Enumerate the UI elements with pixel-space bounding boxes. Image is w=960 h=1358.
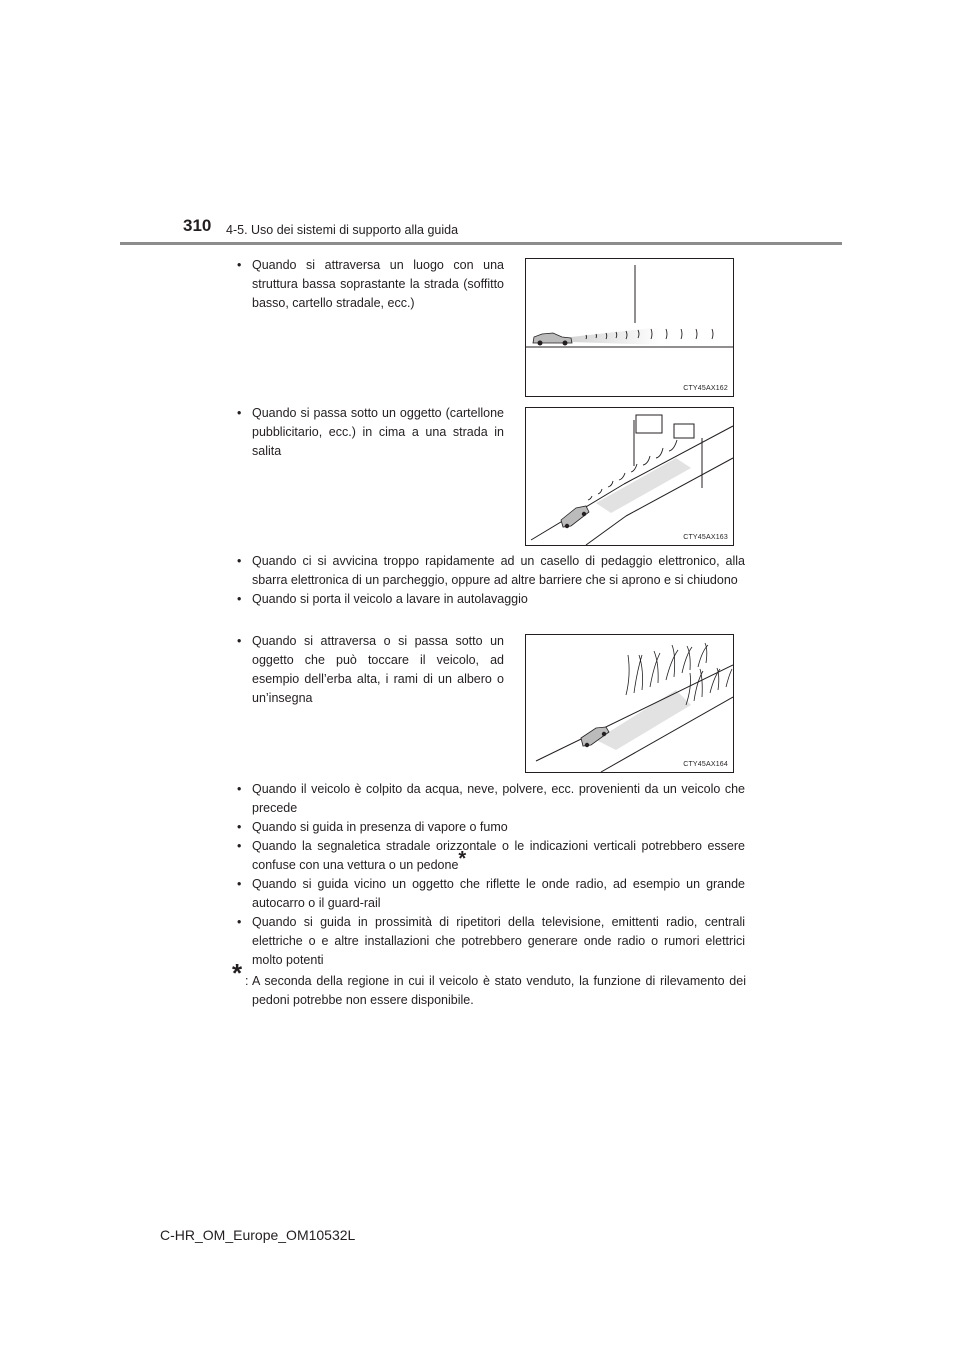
bullets-conditions [236, 780, 745, 970]
bullet-tall-grass [236, 632, 504, 708]
asterisk-mark: * [458, 848, 467, 870]
figure-code: CTY45AX163 [683, 534, 728, 541]
bullet-text: Quando la segnaletica stradale orizzontale o le indicazioni verticali potrebbero essere confuse con una vettura o un pedone [252, 839, 745, 872]
footnote [232, 958, 746, 1010]
header-rule [120, 242, 842, 245]
tall-grass-illustration [526, 635, 733, 772]
bullet-uphill-object [236, 404, 504, 461]
footnote-colon: : [245, 974, 249, 988]
bullet-text: • Quando si attraversa o si passa sotto un oggetto che può toccare il veicolo, ad esempio dell’erba alta, i rami di un albero o un’insegna [236, 632, 504, 708]
figure-low-structure [525, 258, 734, 397]
document-code: C-HR_OM_Europe_OM10532L [160, 1227, 356, 1243]
uphill-object-illustration [526, 408, 733, 545]
low-structure-illustration [526, 259, 733, 396]
page-number: 310 [183, 216, 212, 235]
bullet-text: • Quando si guida in prossimità di ripetitori della televisione, emittenti radio, centrali elettriche o e altre installazioni che potrebbero generare onde radio o rumori elettrici molto potenti [236, 913, 745, 970]
bullet-text: • Quando si passa sotto un oggetto (cartellone pubblicitario, ecc.) in cima a una strada in salita [236, 404, 504, 461]
footnote-asterisk: * [232, 958, 243, 988]
figure-tall-grass [525, 634, 734, 773]
bullet-text: • Quando il veicolo è colpito da acqua, neve, polvere, ecc. provenienti da un veicolo che precede [236, 780, 745, 818]
bullet-low-structure [236, 256, 504, 313]
figure-code: CTY45AX164 [683, 761, 728, 768]
bullet-item [236, 837, 745, 875]
bullet-text: • Quando si porta il veicolo a lavare in autolavaggio [236, 590, 745, 609]
bullet-text: • Quando si guida vicino un oggetto che riflette le onde radio, ad esempio un grande autocarro o il guard-rail [236, 875, 745, 913]
figure-uphill-object [525, 407, 734, 546]
section-title: 4-5. Uso dei sistemi di supporto alla guida [226, 223, 459, 237]
footnote-text: A seconda della regione in cui il veicolo è stato venduto, la funzione di rilevamento dei pedoni potrebbe non essere disponibile. [252, 974, 746, 1007]
bullet-text: • Quando ci si avvicina troppo rapidamente ad un casello di pedaggio elettronico, alla sbarra elettronica di un parcheggio, oppure ad altre barriere che si aprono e si chiudono [236, 552, 745, 590]
bullet-text: • Quando si attraversa un luogo con una struttura bassa soprastante la strada (soffitto basso, cartello stradale, ecc.) [236, 256, 504, 313]
bullet-text: • Quando si guida in presenza di vapore o fumo [236, 818, 745, 837]
figure-code: CTY45AX162 [683, 385, 728, 392]
bullets-toll-carwash [236, 552, 745, 609]
